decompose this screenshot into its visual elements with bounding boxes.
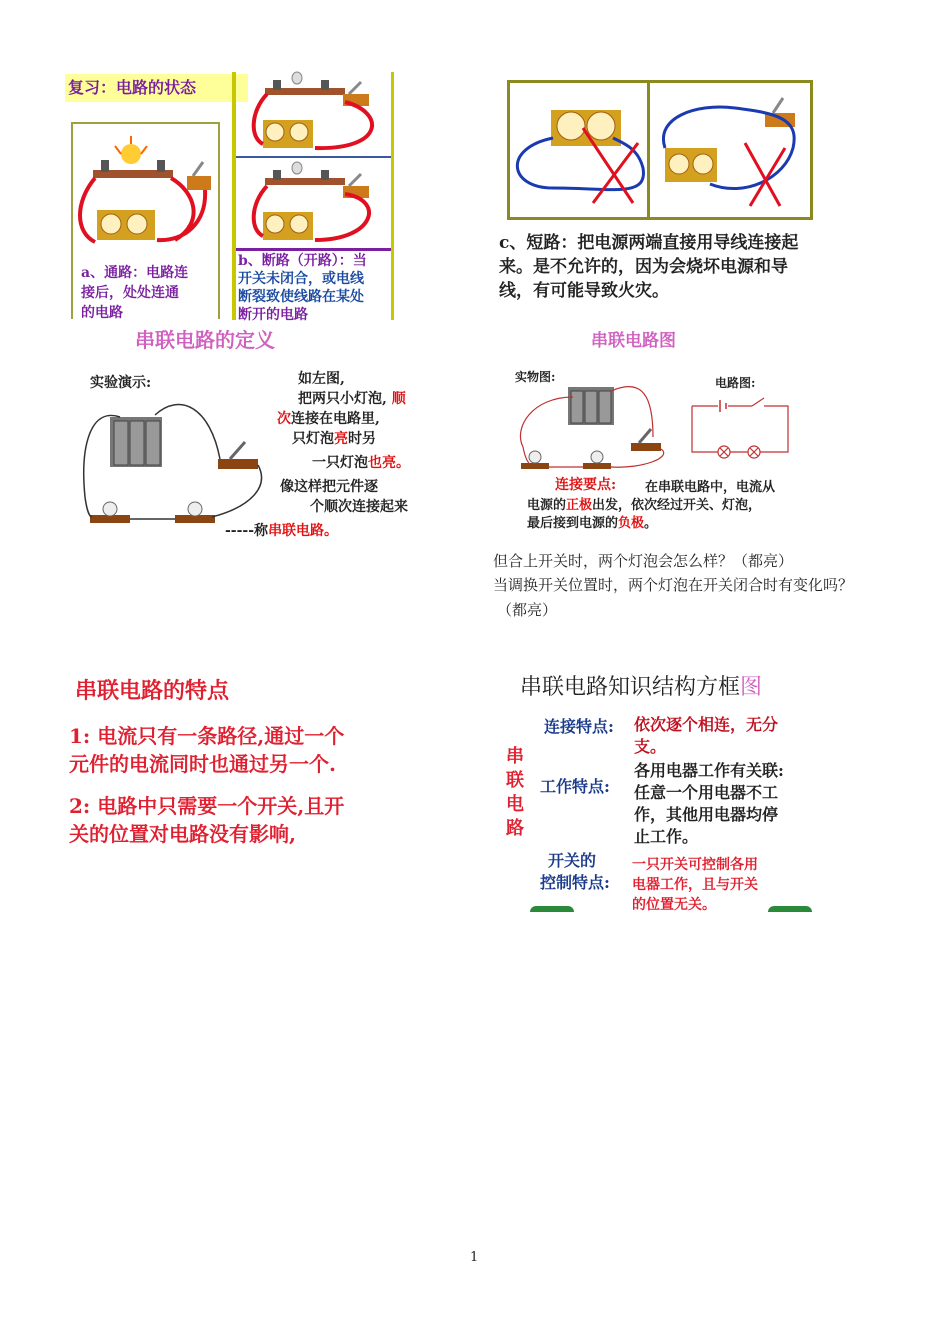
features-panel (65, 670, 415, 850)
work-label: 工作特点: (540, 777, 610, 796)
side-char-3: 电 (506, 794, 524, 815)
def-line-7: 个顺次连接起来 (310, 499, 408, 515)
key-line-2 (527, 494, 761, 513)
conn-value-2: 支。 (634, 737, 667, 756)
work-value-3: 作，其他用电器均停 (634, 805, 779, 824)
work-value-4: 止工作。 (634, 827, 699, 846)
key-line-3b: 负极 (618, 516, 645, 531)
key-label: 连接要点: (555, 477, 617, 493)
open-label-1: b、断路（开路）：当 (238, 253, 367, 269)
open-circuit-illustration-bottom (245, 160, 390, 248)
work-value-2: 任意一个用电器不工 (634, 783, 779, 802)
feature-1-line-2: 元件的电流同时也通过另一个. (69, 752, 336, 776)
conn-label: 连接特点: (544, 717, 614, 736)
open-label-4: 断开的电路 (238, 307, 308, 323)
short-circuit-illustration-right (655, 88, 805, 213)
definition-title: 串联电路的定义 (135, 328, 275, 352)
divider-bar-right (391, 72, 394, 320)
demo-label: 实验演示: (90, 375, 152, 391)
def-line-5 (312, 452, 410, 472)
key-line-3a: 最后接到电源的 (527, 516, 619, 531)
divider-bar (232, 72, 236, 320)
closed-label-3: 的电路 (81, 305, 123, 321)
page-number: 1 (470, 1250, 479, 1265)
structure-panel (500, 668, 820, 913)
structure-title-end: 图 (740, 675, 763, 700)
open-circuit-illustration-top (245, 72, 390, 154)
key-line-2a: 电源的 (527, 498, 567, 513)
key-line-1: 在串联电路中，电流从 (645, 480, 776, 495)
def-line-5a: 一只灯泡 (312, 455, 368, 471)
structure-title-main: 串联电路知识结构方框 (520, 675, 741, 700)
open-label-2: 开关未闭合，或电线 (238, 271, 364, 287)
short-circuit-illustration-left (513, 88, 648, 213)
def-line-3a: 次 (277, 411, 291, 427)
short-circuit-text-3: 线，有可能导致火灾。 (499, 281, 669, 301)
short-circuit-text-1: c、短路：把电源两端直接用导线连接起 (499, 233, 799, 253)
conn-value-1: 依次逐个相连，无分 (634, 715, 779, 734)
switch-value-3: 的位置无关。 (632, 897, 716, 913)
def-line-3b: 连接在电路里, (291, 411, 380, 427)
physical-label: 实物图: (515, 370, 556, 384)
def-line-5b: 也亮。 (368, 455, 410, 471)
closed-label-1: a、通路：电路连 (81, 265, 189, 281)
def-line-2b: 顺 (391, 391, 406, 407)
def-line-4c: 时另 (348, 431, 376, 447)
switch-value-2: 电器工作，且与开关 (632, 877, 758, 893)
question-2: 当调换开关位置时，两个灯泡在开关闭合时有变化吗？ (493, 576, 854, 594)
def-line-4a: 只灯泡 (292, 431, 334, 447)
key-line-3c: 。 (644, 516, 658, 531)
key-line-2c: 出发，依次经过开关、灯泡， (592, 498, 762, 513)
open-label-3: 断裂致使线路在某处 (238, 289, 364, 305)
def-line-8a: -----称 (225, 523, 269, 539)
circuit-label: 电路图: (715, 376, 756, 390)
side-char-2: 联 (506, 770, 524, 791)
open-divider-line (236, 156, 391, 158)
circuit-schematic (690, 404, 790, 454)
switch-label-2: 控制特点: (540, 873, 610, 892)
diagram-title: 串联电路图 (591, 331, 676, 351)
review-panel (65, 72, 395, 323)
physical-circuit-illustration (513, 377, 683, 472)
def-line-4b: 亮 (334, 431, 348, 447)
switch-label-1: 开关的 (548, 851, 597, 870)
def-line-3 (277, 408, 380, 428)
definition-panel (80, 322, 430, 542)
def-line-8b: 串联电路。 (268, 523, 339, 539)
feature-1-line-1: 1: 电流只有一条路径,通过一个 (69, 724, 345, 748)
features-title: 串联电路的特点 (75, 678, 230, 704)
short-circuit-panel (495, 78, 835, 301)
short-circuit-text-2: 来。是不允许的，因为会烧坏电源和导 (499, 257, 788, 277)
closed-circuit-illustration (75, 132, 215, 252)
def-line-2 (298, 388, 406, 408)
def-line-4 (292, 428, 376, 448)
side-char-4: 路 (506, 818, 524, 839)
feature-2-line-2: 关的位置对电路没有影响, (69, 822, 296, 846)
nav-button-right[interactable] (768, 906, 812, 912)
def-line-8 (225, 520, 338, 540)
series-experiment-illustration (80, 387, 280, 537)
closed-label-2: 接后，处处连通 (81, 285, 179, 301)
key-line-2b: 正极 (566, 498, 593, 513)
question-1: 但合上开关时，两个灯泡会怎么样？（都亮） (493, 552, 794, 570)
def-line-1: 如左图, (298, 371, 345, 387)
question-3: （都亮） (497, 601, 558, 619)
def-line-6: 像这样把元件逐 (280, 479, 378, 495)
nav-button-left[interactable] (530, 906, 574, 912)
review-title: 复习：电路的状态 (65, 74, 248, 102)
key-line-3 (527, 512, 657, 531)
diagram-panel (505, 322, 815, 532)
feature-2-line-1: 2: 电路中只需要一个开关,且开 (69, 794, 345, 818)
work-value-1: 各用电器工作有关联: (634, 761, 784, 780)
structure-title (520, 670, 762, 701)
switch-value-1: 一只开关可控制各用 (632, 857, 758, 873)
def-line-2a: 把两只小灯泡, (298, 391, 387, 407)
side-char-1: 串 (506, 746, 524, 767)
